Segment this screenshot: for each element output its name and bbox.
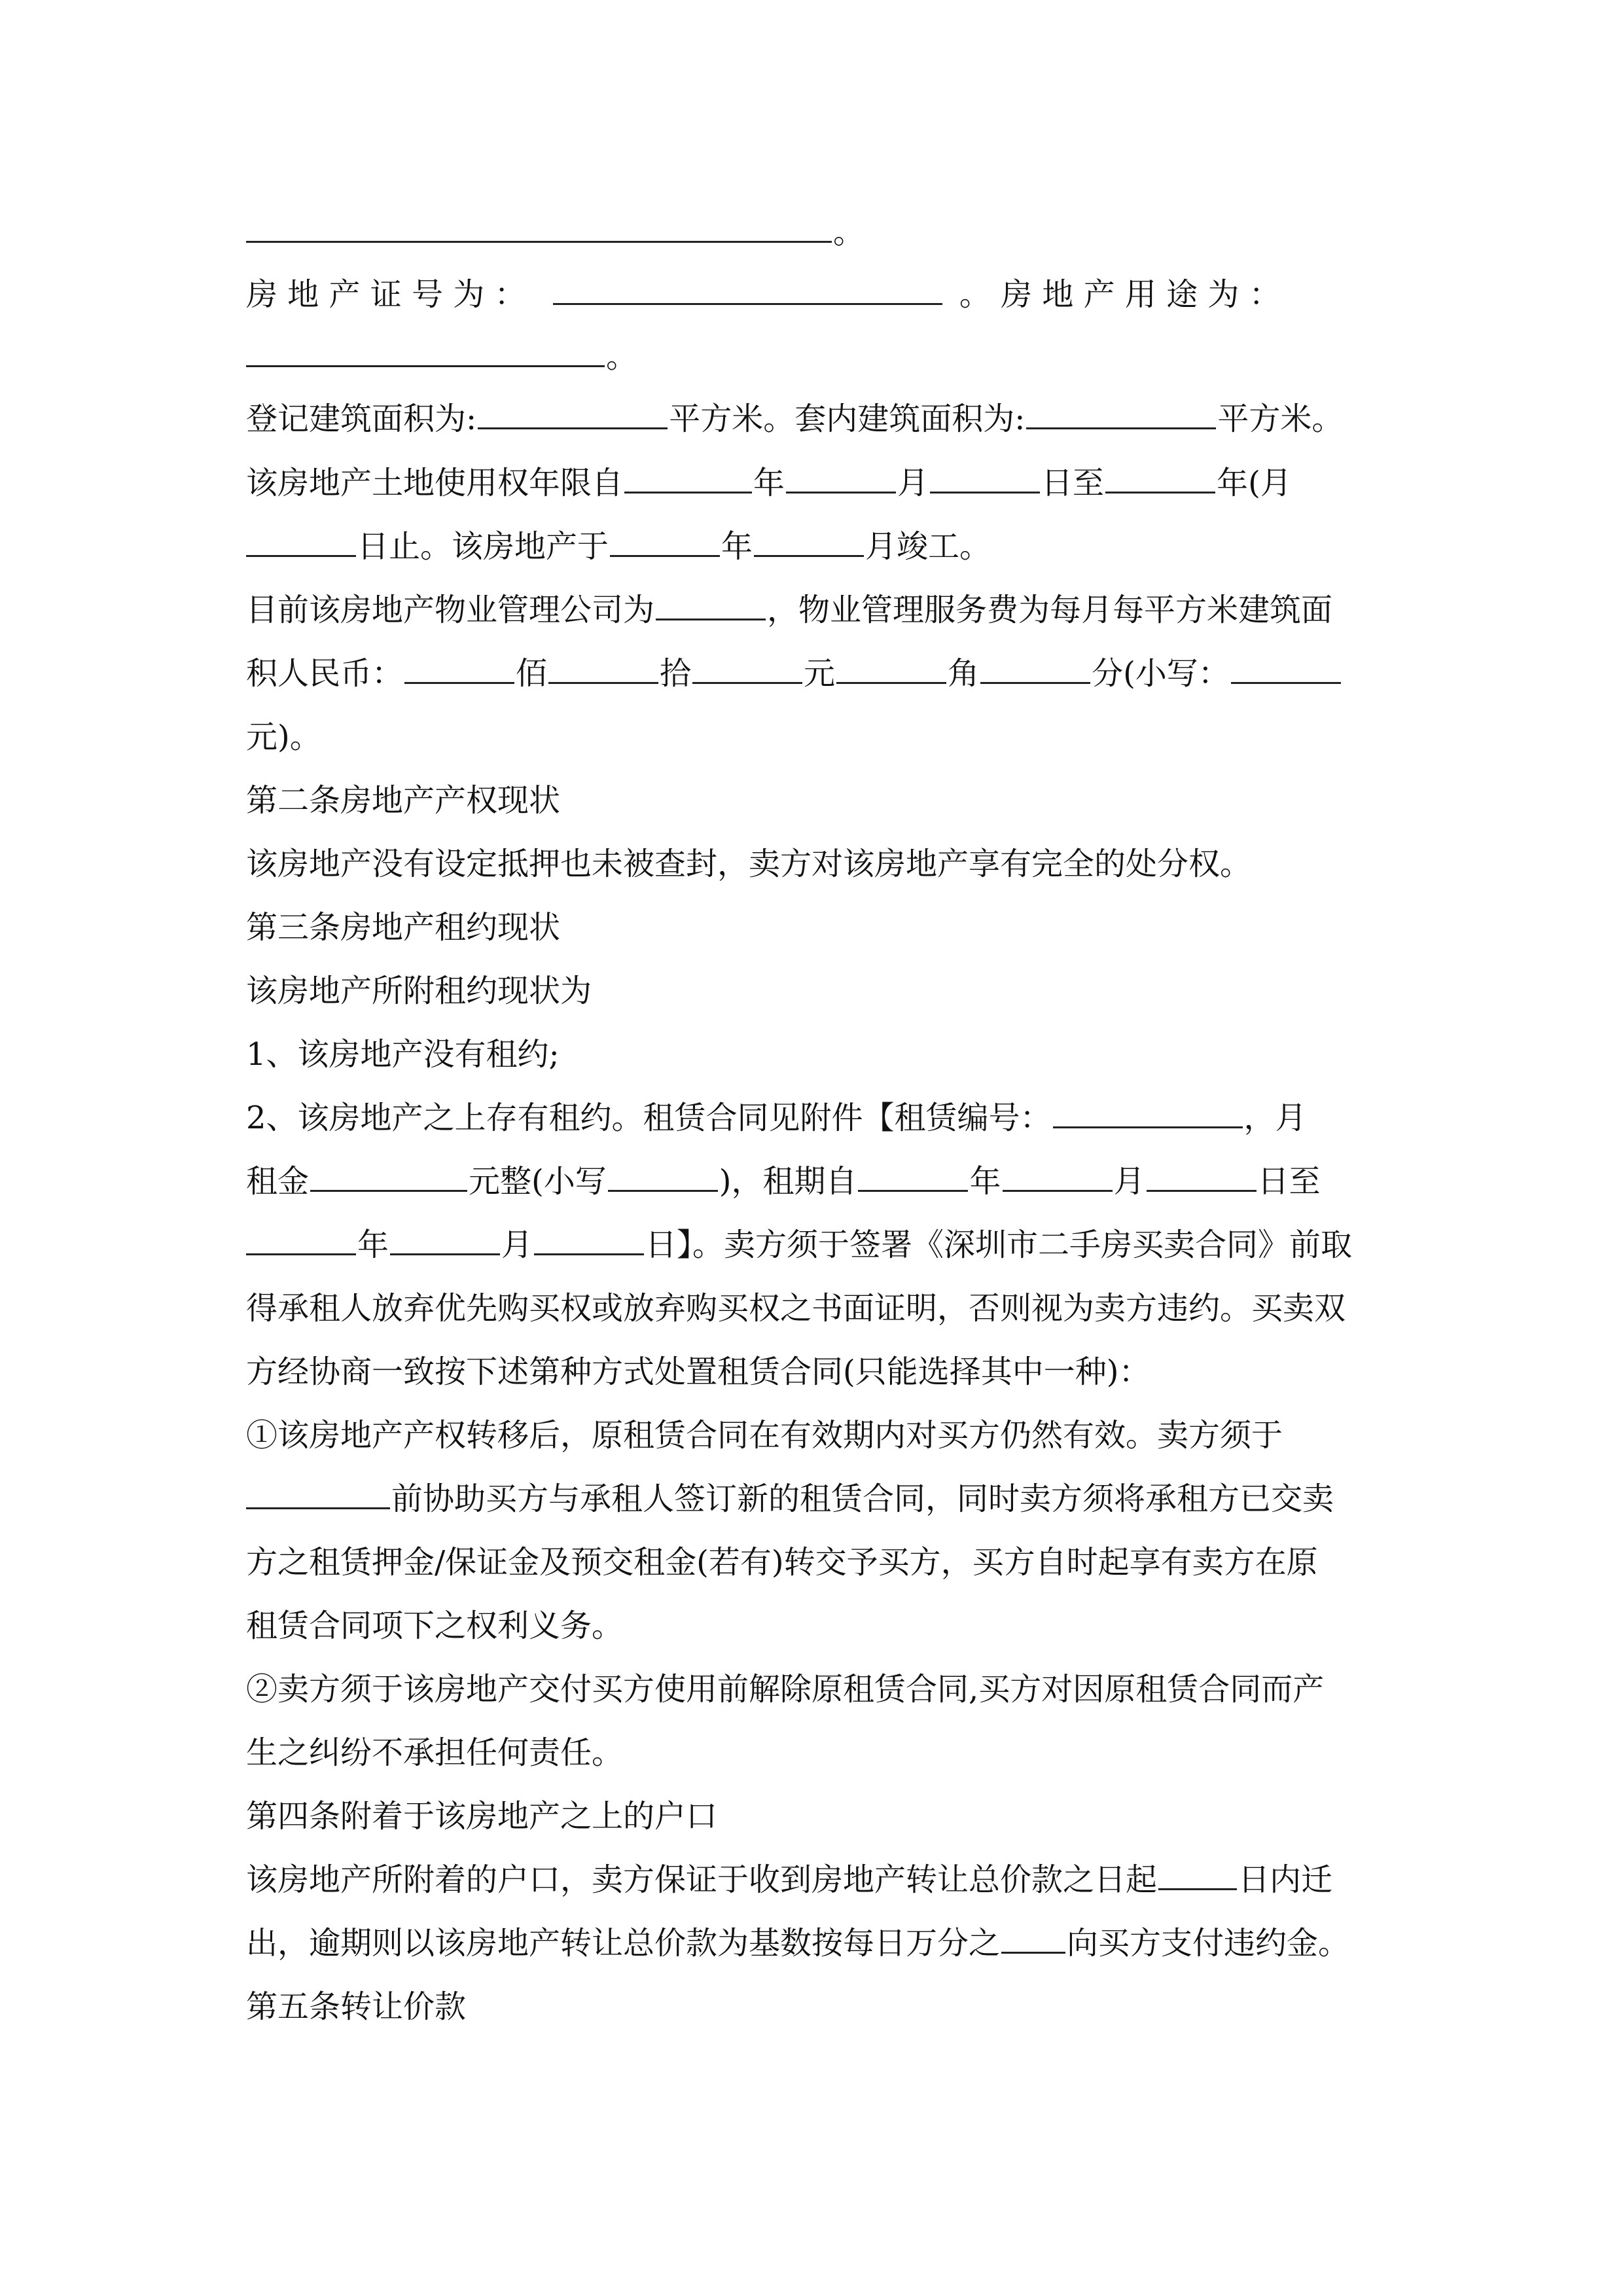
line-text: 分(小写：: [1092, 655, 1230, 692]
blank-field: [246, 334, 605, 367]
blank-field: [548, 651, 658, 684]
blank-field: [1026, 396, 1216, 429]
line-text: 年: [969, 1163, 1001, 1200]
line-text: 方经协商一致按下述第种方式处置租赁合同(只能选择其中一种)：: [246, 1354, 1150, 1390]
blank-field: [1105, 460, 1215, 493]
line-text: 登记建筑面积为:: [246, 401, 477, 437]
line-text: 角: [948, 655, 980, 692]
blank-field: [786, 460, 896, 493]
line-text: 日】。卖方须于签署《深圳市二手房买卖合同》前取: [645, 1227, 1353, 1263]
section-heading: [246, 778, 560, 823]
blank-field: [858, 1158, 968, 1192]
line-text: 1、该房地产没有租约;: [246, 1036, 560, 1073]
text-line: [246, 524, 991, 569]
text-line: [246, 1857, 1332, 1903]
line-text: 月: [897, 465, 929, 501]
blank-field: [1231, 651, 1341, 684]
line-text: 出，逾期则以该房地产转让总价款为基数按每日万分之: [246, 1925, 1001, 1962]
line-text: 年: [753, 465, 785, 501]
blank-field: [246, 209, 832, 243]
blank-field: [478, 396, 668, 429]
text-line: [246, 1222, 1352, 1268]
text-line: [246, 334, 637, 380]
blank-field: [246, 1222, 356, 1255]
text-line: [246, 1158, 1321, 1204]
line-text: 元: [804, 655, 836, 692]
line-text: 该房地产没有设定抵押也未被查封，卖方对该房地产享有完全的处分权。: [246, 846, 1252, 882]
line-text: 。: [606, 338, 638, 375]
section-heading: [246, 1984, 466, 2030]
line-text: 月: [501, 1227, 533, 1263]
line-text: 2、该房地产之上存有租约。租赁合同见附件【租赁编号：: [246, 1100, 1052, 1136]
line-text: 生之纠纷不承担任何责任。: [246, 1734, 624, 1771]
line-text: 该房地产所附着的户口，卖方保证于收到房地产转让总价款之日起: [246, 1861, 1158, 1898]
text-line: [246, 1920, 1349, 1966]
line-text: 该房地产所附租约现状为: [246, 973, 592, 1009]
blank-field: [404, 651, 514, 684]
text-line: [246, 1412, 1283, 1458]
line-text: )，租期自: [719, 1163, 857, 1200]
line-text: 第二条房地产产权现状: [246, 782, 561, 819]
line-text: 积人民币：: [246, 655, 404, 692]
line-text: 日至: [1257, 1163, 1321, 1200]
text-line: [246, 587, 1332, 633]
text-line: [246, 1730, 623, 1776]
blank-field: [980, 651, 1090, 684]
blank-field: [1158, 1857, 1237, 1890]
blank-field: [836, 651, 946, 684]
text-line: [246, 841, 1251, 887]
blank-field: [656, 587, 766, 620]
line-text: 方之租赁押金/保证金及预交租金(若有)转交予买方，买方自时起享有卖方在原: [246, 1544, 1318, 1581]
text-line: [246, 1349, 1150, 1395]
line-text: 该房地产土地使用权年限自: [246, 465, 624, 501]
line-text: 前协助买方与承租人签订新的租赁合同，同时卖方须将承租方已交卖: [391, 1480, 1334, 1517]
text-line: [246, 272, 1281, 317]
line-text: 平方米。: [1217, 401, 1344, 437]
line-text: 平方米。套内建筑面积为:: [669, 401, 1026, 437]
line-text: 年: [721, 528, 753, 565]
line-text: 租赁合同项下之权利义务。: [246, 1607, 624, 1644]
line-text: 佰: [516, 655, 548, 692]
line-text: ②卖方须于该房地产交付买方使用前解除原租赁合同,买方对因原租赁合同而产: [246, 1671, 1325, 1708]
line-text: 日至: [1041, 465, 1105, 501]
text-line: [246, 1539, 1318, 1585]
text-line: [246, 1476, 1334, 1522]
line-text: ①该房地产产权转移后，原租赁合同在有效期内对买方仍然有效。卖方须于: [246, 1417, 1283, 1454]
text-line: [246, 1095, 1307, 1141]
line-text: ，物业管理服务费为每月每平方米建筑面: [767, 592, 1333, 628]
text-line: [246, 1603, 623, 1649]
line-text: 。 房 地 产 用 途 为 ：: [959, 276, 1281, 313]
line-text: 第三条房地产租约现状: [246, 909, 561, 946]
line-text: 年(月: [1217, 465, 1292, 501]
text-line: [246, 1285, 1346, 1331]
blank-field: [754, 524, 864, 557]
text-line: [246, 714, 321, 760]
line-text: 日内迁: [1238, 1861, 1333, 1898]
text-line: [246, 1031, 560, 1077]
text-line: [246, 396, 1343, 442]
line-text: 目前该房地产物业管理公司为: [246, 592, 655, 628]
line-text: 租金: [246, 1163, 310, 1200]
line-text: 向买方支付违约金。: [1067, 1925, 1350, 1962]
line-text: ，月: [1243, 1100, 1307, 1136]
blank-field: [553, 272, 942, 305]
line-text: 拾: [660, 655, 692, 692]
blank-field: [1001, 1920, 1065, 1954]
blank-field: [608, 1158, 718, 1192]
blank-field: [246, 524, 356, 557]
line-text: 月竣工。: [865, 528, 991, 565]
line-text: 房 地 产 证 号 为 ：: [246, 276, 526, 313]
blank-field: [534, 1222, 644, 1255]
section-heading: [246, 1793, 717, 1839]
text-line: [246, 1666, 1324, 1712]
line-text: 日止。该房地产于: [357, 528, 609, 565]
line-text: 月: [1113, 1163, 1145, 1200]
section-heading: [246, 905, 560, 950]
blank-field: [692, 651, 802, 684]
blank-field: [624, 460, 752, 493]
text-line: [246, 968, 592, 1014]
blank-field: [1147, 1158, 1257, 1192]
blank-field: [1053, 1095, 1243, 1128]
line-text: 第五条转让价款: [246, 1988, 467, 2025]
text-line: [246, 651, 1342, 696]
blank-field: [390, 1222, 500, 1255]
text-line: [246, 209, 865, 255]
text-line: [246, 460, 1292, 506]
blank-field: [610, 524, 720, 557]
blank-field: [246, 1476, 390, 1509]
line-text: 元整(小写: [469, 1163, 607, 1200]
line-text: 第四条附着于该房地产之上的户口: [246, 1798, 718, 1835]
line-text: 元)。: [246, 719, 321, 755]
line-text: 年: [357, 1227, 389, 1263]
blank-field: [310, 1158, 467, 1192]
blank-field: [930, 460, 1040, 493]
line-text: 。: [833, 214, 865, 251]
blank-field: [1003, 1158, 1113, 1192]
line-text: 得承租人放弃优先购买权或放弃购买权之书面证明，否则视为卖方违约。买卖双: [246, 1290, 1346, 1327]
